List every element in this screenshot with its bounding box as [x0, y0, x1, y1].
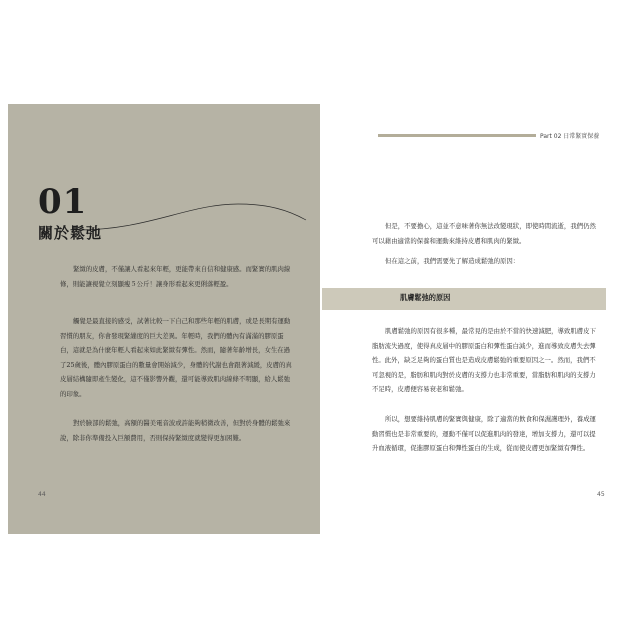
left-paragraph-2: 觸覺是最直接的感受，試著比較一下自己和那些年輕的肌膚，或是長期有運動習慣的朋友，你會發現緊繃度的巨大差異。年輕時，我們的體內有滿滿的膠原蛋白，這就是為什麼年輕人看起來如此緊緻有彈性。然而，隨著年齡增長，女生在過了25歲後，體內膠原蛋白的數量會開始減少，身體的代謝也會跟著減緩，皮膚的真皮層結構隨即產生變化，這不僅影響外觀，還可能導致肌肉線條不明顯，給人鬆弛的印象。 [60, 317, 292, 398]
left-paragraph-1: 緊緻的皮膚，不僅讓人看起來年輕，更能帶來自信和健康感。而緊實的肌肉線條，則能讓視覺立刻顯瘦５公斤！讓身形看起來更俐落輕盈。 [60, 265, 291, 288]
right-paragraph-4: 所以，想要維持肌膚的緊實與健康，除了適當的飲食和保濕護理外，養成運動習慣也是非常重要的，運動不僅可以促進肌肉的發達，增加支撐力，還可以提升血液循環，促進膠原蛋白和彈性蛋白的生成，從而使皮膚更加緊緻有彈性。 [372, 415, 596, 452]
left-page [8, 104, 320, 534]
decorative-curve [78, 200, 308, 240]
running-head: Part 02 日常緊實保養 [540, 133, 600, 140]
right-paragraph-1: 但是，不要擔心，這並不意味著你無法改變現狀，即使時間流逝，我們仍然可以藉由適當的保養和運動來維持皮膚和肌肉的緊緻。 [372, 222, 596, 245]
section-heading-bar [322, 288, 606, 310]
right-paragraph-2: 但在這之前，我們需要先了解造成鬆弛的原因： [385, 257, 520, 265]
chapter-title: 關於鬆弛 [38, 224, 103, 242]
left-paragraph-3: 對於臉部的鬆弛，高額的醫美電音波或許能夠稍微改善，但對於身體的鬆弛來說，除非你準備投入巨額費用，否則保持緊緻度就變得更加困難。 [60, 419, 291, 442]
running-head-rule [378, 134, 536, 137]
right-page-number: 45 [597, 491, 605, 498]
left-page-number: 44 [38, 491, 46, 498]
right-paragraph-3: 肌膚鬆弛的原因有很多種，最常見的是由於不當的快速減肥，導致肌膚皮下脂肪流失過度，使得真皮層中的膠原蛋白和彈性蛋白減少，進而導致皮膚失去彈性。此外，缺乏足夠的蛋白質也是造成皮膚鬆弛的重要原因之一。然而，我們不可忽視的是，脂肪和肌肉對於皮膚的支撐力也非常重要，當脂肪和肌肉的支撐力不足時，皮膚便容易衰老和鬆弛。 [372, 327, 596, 393]
chapter-number: 01 [38, 182, 88, 222]
section-title: 肌膚鬆弛的原因 [400, 293, 451, 302]
